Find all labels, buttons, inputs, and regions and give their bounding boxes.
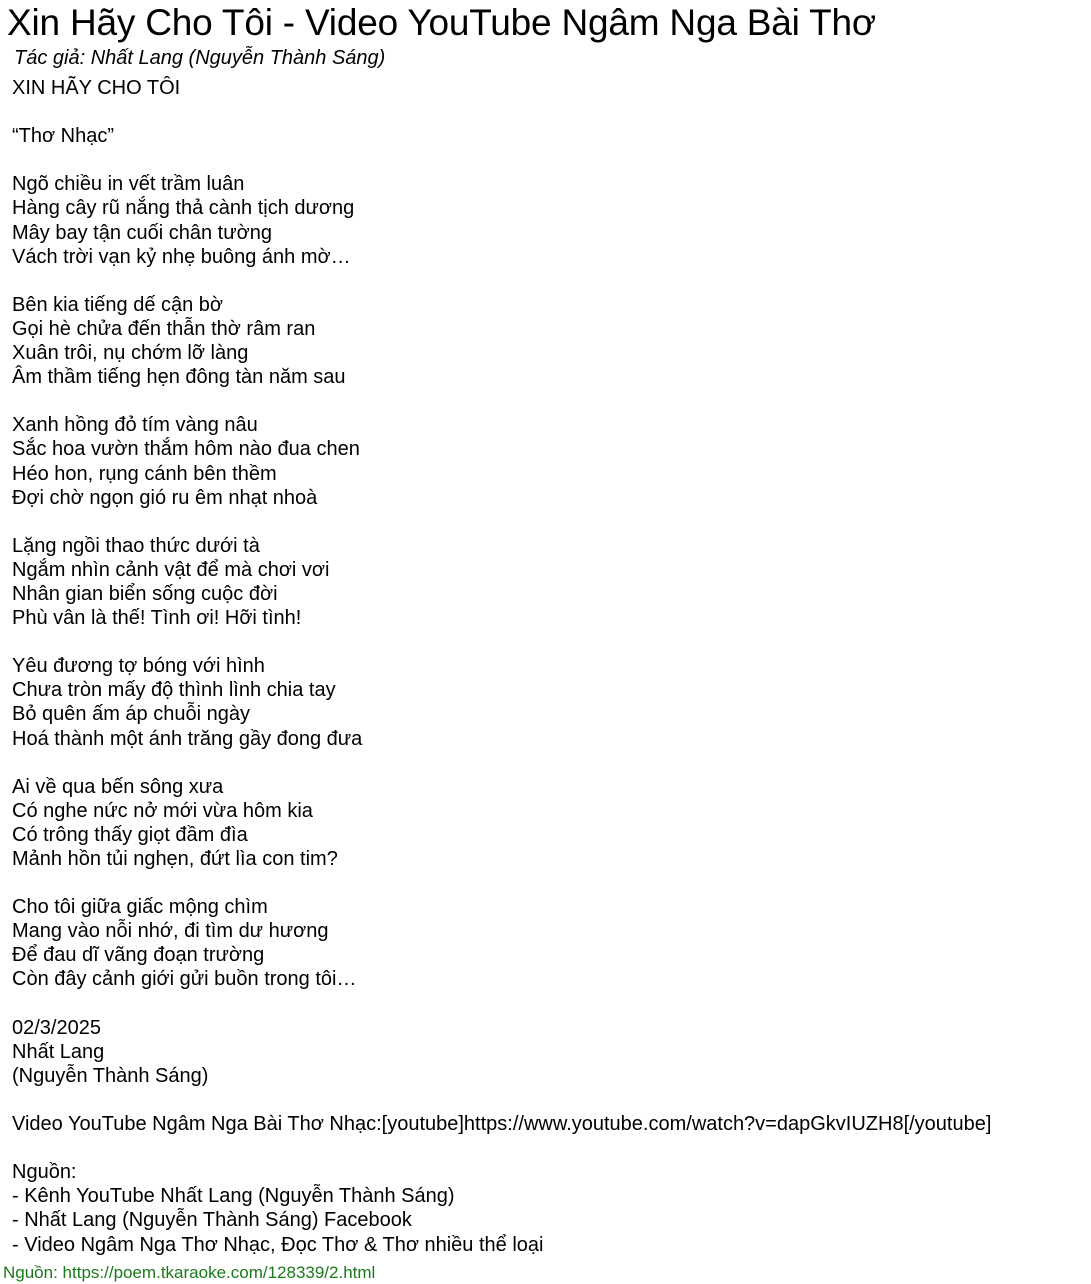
sources-block [12, 1160, 991, 1256]
poem-line: Sắc hoa vườn thắm hôm nào đua chen [12, 438, 360, 461]
poem-line: Mây bay tận cuối chân tường [12, 221, 272, 244]
poem-heading: XIN HÃY CHO TÔI [12, 77, 181, 99]
poem-line: Hàng cây rũ nắng thả cành tịch dương [12, 197, 355, 220]
stanza-4 [12, 534, 991, 630]
poem-line: Ai về qua bến sông xưa [12, 775, 224, 798]
poem-line: Âm thầm tiếng hẹn đông tàn năm sau [12, 366, 346, 389]
poem-line: Xuân trôi, nụ chớm lỡ làng [12, 342, 249, 365]
blank-line [12, 1088, 991, 1112]
poem-line: Phù vân là thế! Tình ơi! Hỡi tình! [12, 607, 302, 630]
poem-line: Cho tôi giữa giấc mộng chìm [12, 896, 268, 919]
poem-line: Lặng ngồi thao thức dưới tà [12, 534, 260, 557]
signature-block [12, 1016, 991, 1088]
source-item: - Kênh YouTube Nhất Lang (Nguyễn Thành Sáng) [12, 1185, 455, 1208]
poem-line: Mang vào nỗi nhớ, đi tìm dư hương [12, 920, 329, 943]
blank-line [12, 148, 991, 172]
poem-line: Hoá thành một ánh trăng gầy đong đưa [12, 727, 363, 750]
page-title: Xin Hãy Cho Tôi - Video YouTube Ngâm Nga Bài Thơ [7, 2, 876, 43]
source-item: - Video Ngâm Nga Thơ Nhạc, Đọc Thơ & Thơ nhiều thể loại [12, 1233, 544, 1256]
author-byline: Tác giả: Nhất Lang (Nguyễn Thành Sáng) [14, 47, 386, 69]
poem-line: Có nghe nức nở mới vừa hôm kia [12, 799, 313, 822]
stanza-5 [12, 654, 991, 750]
blank-line [12, 269, 991, 293]
source-item: - Nhất Lang (Nguyễn Thành Sáng) Facebook [12, 1209, 412, 1232]
blank-line [12, 389, 991, 413]
poem-line: Còn đây cảnh giới gửi buồn trong tôi… [12, 968, 357, 991]
blank-line [12, 992, 991, 1016]
poem-line: Chưa tròn mấy độ thình lình chia tay [12, 679, 336, 702]
poem-line: Gọi hè chửa đến thẫn thờ râm ran [12, 317, 316, 340]
poem-body [12, 76, 991, 1257]
video-link-line: Video YouTube Ngâm Nga Bài Thơ Nhạc:[youtube]https://www.youtube.com/watch?v=dapGkvIUZH8[/youtube] [12, 1113, 992, 1136]
poet-name: Nhất Lang [12, 1040, 105, 1063]
poem-line: Xanh hồng đỏ tím vàng nâu [12, 414, 258, 437]
poem-subheading: “Thơ Nhạc” [12, 125, 115, 148]
poem-line: Bên kia tiếng dế cận bờ [12, 293, 224, 316]
stanza-2 [12, 293, 991, 389]
poem-line: Mảnh hồn tủi nghẹn, đứt lìa con tim? [12, 848, 338, 870]
stanza-6 [12, 775, 991, 871]
poem-date: 02/3/2025 [12, 1016, 101, 1039]
poem-line: Bỏ quên ấm áp chuỗi ngày [12, 703, 250, 726]
blank-line [12, 100, 991, 124]
stanza-3 [12, 413, 991, 509]
poem-line: Vách trời vạn kỷ nhẹ buông ánh mờ… [12, 245, 351, 268]
poem-line: Yêu đương tợ bóng với hình [12, 655, 265, 678]
source-url-footer: Nguồn: https://poem.tkaraoke.com/128339/2.html [3, 1263, 376, 1282]
blank-line [12, 630, 991, 654]
stanza-7 [12, 895, 991, 991]
blank-line [12, 871, 991, 895]
poet-full-name: (Nguyễn Thành Sáng) [12, 1064, 209, 1087]
blank-line [12, 751, 991, 775]
poem-line: Nhân gian biển sống cuộc đời [12, 582, 278, 605]
poem-line: Đợi chờ ngọn gió ru êm nhạt nhoà [12, 486, 318, 509]
blank-line [12, 510, 991, 534]
blank-line [12, 1136, 991, 1160]
poem-line: Ngõ chiều in vết trầm luân [12, 173, 245, 196]
sources-label: Nguồn: [12, 1161, 77, 1184]
poem-line: Ngắm nhìn cảnh vật để mà chơi vơi [12, 558, 330, 581]
stanza-1 [12, 172, 991, 268]
poem-line: Để đau dĩ vãng đoạn trường [12, 944, 265, 967]
poem-line: Héo hon, rụng cánh bên thềm [12, 462, 277, 485]
poem-line: Có trông thấy giọt đầm đìa [12, 823, 248, 846]
